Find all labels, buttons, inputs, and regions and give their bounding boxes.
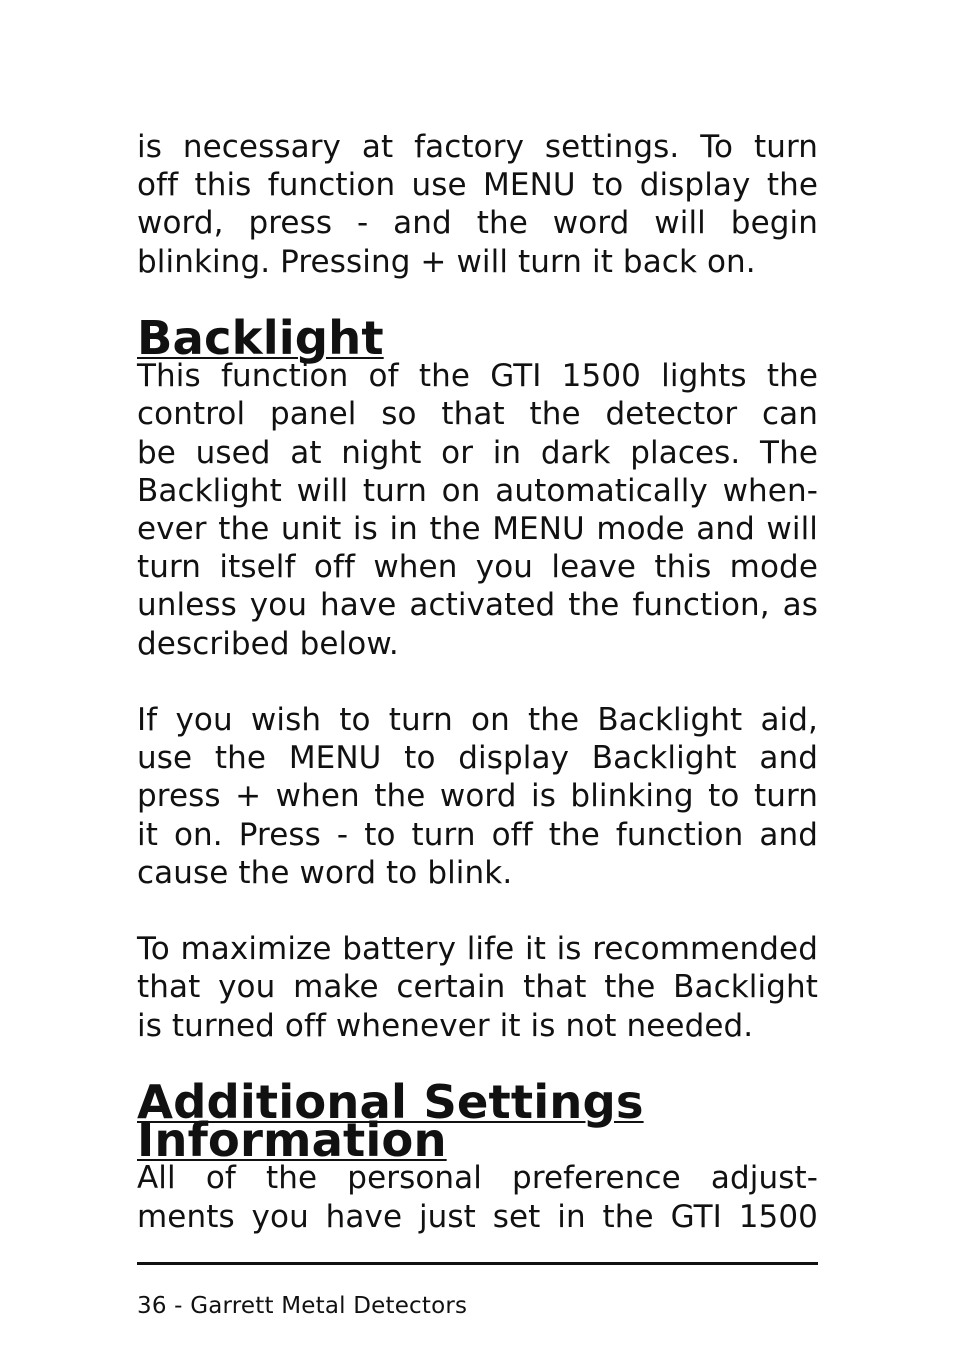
text-line: control panel so that the detector can: [137, 396, 818, 433]
page-footer: 36 - Garrett Metal Detectors: [137, 1293, 468, 1319]
text-line: cause the word to blink.: [137, 854, 513, 891]
text-line: is necessary at factory settings. To turn: [137, 129, 818, 165]
text-line: press + when the word is blinking to turn: [137, 778, 818, 815]
additional-settings-heading: Additional Settings Information: [137, 1075, 644, 1168]
page-content: [137, 128, 818, 1236]
text-line: that you make certain that the Backlight: [137, 969, 818, 1006]
text-line: This function of the GTI 1500 lights the: [137, 358, 818, 395]
backlight-heading: Backlight: [137, 311, 384, 365]
additional-settings-paragraph: [137, 1159, 818, 1235]
intro-paragraph: [137, 128, 818, 281]
text-line: If you wish to turn on the Backlight aid,: [137, 702, 818, 739]
text-line: be used at night or in dark places. The: [137, 434, 818, 471]
text-line: is turned off whenever it is not needed.: [137, 1007, 754, 1044]
text-line: use the MENU to display Backlight and: [137, 740, 818, 777]
text-line: it on. Press - to turn off the function and: [137, 816, 818, 853]
text-line: turn itself off when you leave this mode: [137, 549, 818, 586]
text-line: blinking. Pressing + will turn it back on.: [137, 243, 756, 280]
text-line: ever the unit is in the MENU mode and will: [137, 511, 818, 548]
backlight-paragraph-3: [137, 930, 818, 1045]
text-line: off this function use MENU to display the: [137, 167, 818, 204]
text-line: unless you have activated the function, as: [137, 587, 818, 624]
text-line: described below.: [137, 625, 399, 662]
backlight-paragraph-1: [137, 357, 818, 663]
text-line: All of the personal preference adjust-: [137, 1160, 818, 1197]
text-line: To maximize battery life it is recommended: [137, 931, 818, 968]
footer-rule: [137, 1262, 818, 1265]
text-line: word, press - and the word will begin: [137, 205, 818, 242]
text-line: ments you have just set in the GTI 1500: [137, 1198, 818, 1235]
text-line: Backlight will turn on automatically when-: [137, 472, 818, 509]
backlight-paragraph-2: [137, 701, 818, 892]
